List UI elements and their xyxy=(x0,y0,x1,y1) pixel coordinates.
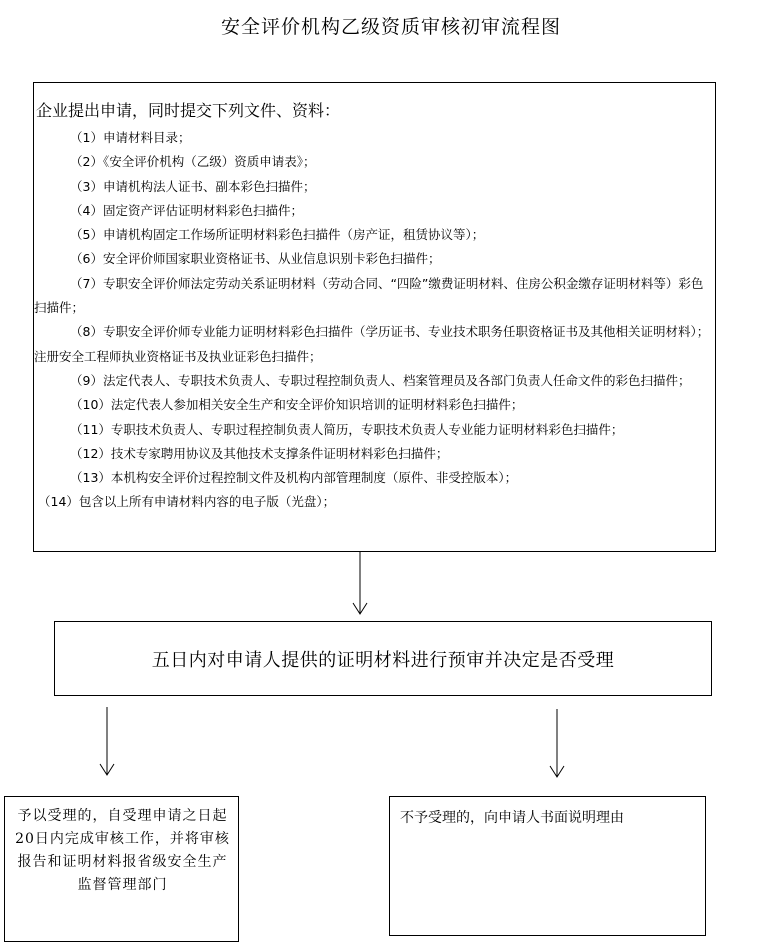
document-item: （13）本机构安全评价过程控制文件及机构内部管理制度（原件、非受控版本）； xyxy=(70,470,518,486)
reject-text: 不予受理的，向申请人书面说明理由 xyxy=(400,810,624,826)
prereview-box xyxy=(54,621,712,696)
docs-heading: 企业提出申请，同时提交下列文件、资料： xyxy=(36,101,341,120)
prereview-text: 五日内对申请人提供的证明材料进行预审并决定是否受理 xyxy=(151,650,615,671)
reject-box xyxy=(389,796,706,936)
document-list xyxy=(34,126,715,515)
document-item: （7）专职安全评价师法定劳动关系证明材料（劳动合同、“四险”缴费证明材料、住房公积金缴存证明材料等）彩色扫描件； xyxy=(34,275,704,316)
accept-text: 予以受理的，自受理申请之日起20日内完成审核工作，并将审核报告和证明材料报省级安全生产监督管理部门 xyxy=(15,808,230,893)
document-item: （4）固定资产评估证明材料彩色扫描件； xyxy=(70,202,303,218)
diagram-title: 安全评价机构乙级资质审核初审流程图 xyxy=(220,16,561,38)
accept-box xyxy=(4,796,239,942)
document-item: （2）《安全评价机构（乙级）资质申请表》； xyxy=(70,154,316,170)
document-item: （5）申请机构固定工作场所证明材料彩色扫描件（房产证，租赁协议等）； xyxy=(70,227,485,243)
document-item: （14）包含以上所有申请材料内容的电子版（光盘）； xyxy=(38,494,336,510)
application-documents-box xyxy=(33,82,716,552)
document-item: （11）专职技术负责人、专职过程控制负责人简历，专职技术负责人专业能力证明材料彩色扫描件； xyxy=(70,421,624,437)
document-item: （9）法定代表人、专职技术负责人、专职过程控制负责人、档案管理员及各部门负责人任命文件的彩色扫描件； xyxy=(70,372,691,388)
document-item: （12）技术专家聘用协议及其他技术支撑条件证明材料彩色扫描件； xyxy=(70,445,449,461)
document-item: （3）申请机构法人证书、副本彩色扫描件； xyxy=(70,178,316,194)
document-item: （1）申请材料目录； xyxy=(70,130,191,145)
document-item: （10）法定代表人参加相关安全生产和安全评价知识培训的证明材料彩色扫描件； xyxy=(70,397,524,413)
document-item: （6）安全评价师国家职业资格证书、从业信息识别卡彩色扫描件； xyxy=(70,251,441,267)
document-item: （8）专职安全评价师专业能力证明材料彩色扫描件（学历证书、专业技术职务任职资格证书及其他相关证明材料）；注册安全工程师执业资格证书及执业证彩色扫描件； xyxy=(34,324,710,364)
